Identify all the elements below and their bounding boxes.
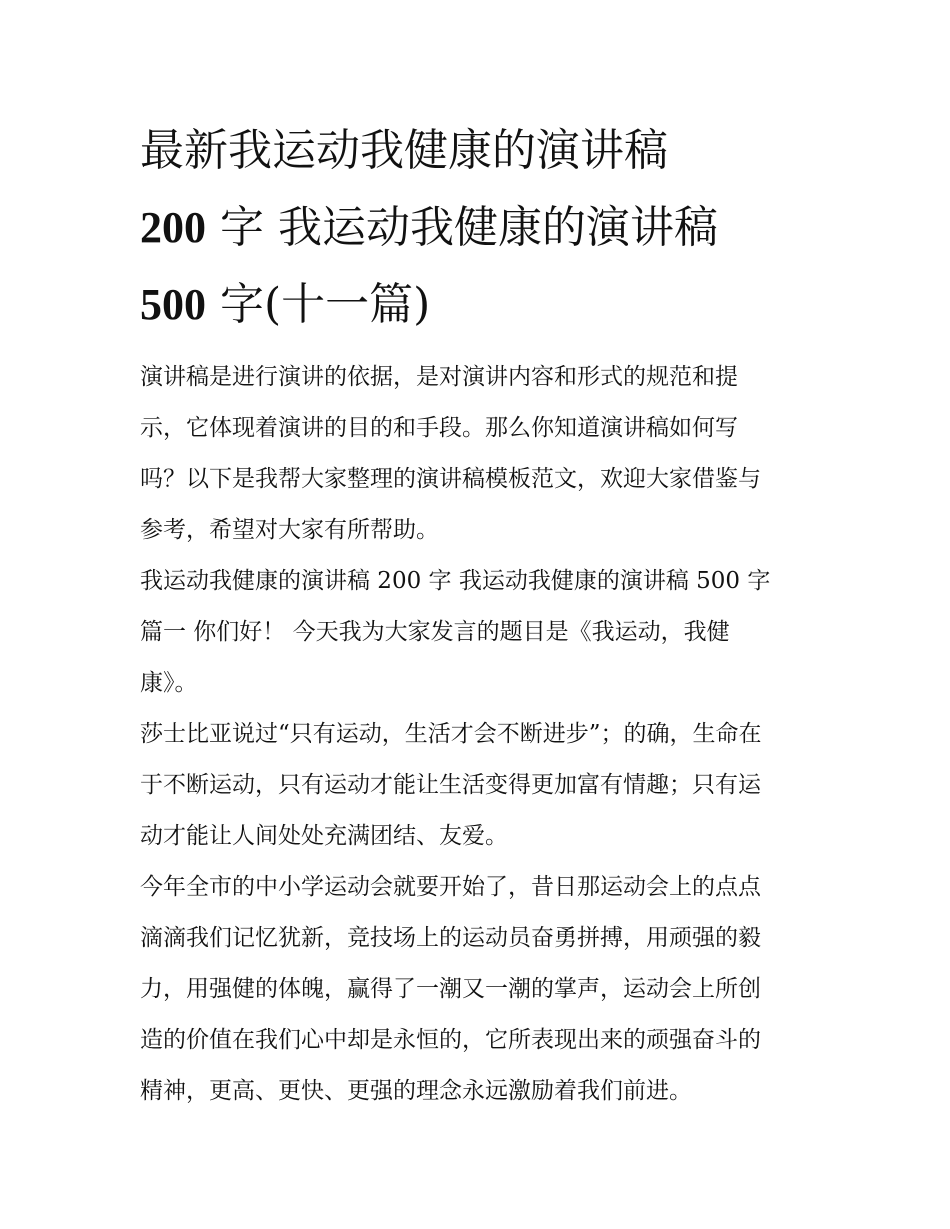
paragraph-line: 参考，希望对大家有所帮助。 bbox=[140, 517, 439, 543]
title-line-2-text: 字 我运动我健康的演讲稿 bbox=[220, 202, 718, 253]
paragraph-line: 滴滴我们记忆犹新，竞技场上的运动员奋勇拼搏，用顽强的毅 bbox=[140, 925, 761, 951]
paragraph-intro bbox=[140, 352, 820, 556]
paragraph-line: 示，它体现着演讲的目的和手段。那么你知道演讲稿如何写 bbox=[140, 415, 738, 441]
paragraph-line: 康》。 bbox=[140, 670, 198, 696]
title-number-200: 200 bbox=[140, 203, 206, 252]
document-content bbox=[140, 112, 820, 1117]
paragraph-line: 造的价值在我们心中却是永恒的，它所表现出来的顽强奋斗的 bbox=[140, 1027, 761, 1053]
title-line-2 bbox=[140, 189, 820, 266]
document-title bbox=[140, 112, 820, 343]
paragraph-line: 篇一 你们好！ 今天我为大家发言的题目是《我运动，我健 bbox=[140, 619, 730, 645]
paragraph-line: 于不断运动，只有运动才能让生活变得更加富有情趣；只有运 bbox=[140, 772, 761, 798]
paragraph-line: 力，用强健的体魄，赢得了一潮又一潮的掌声，运动会上所创 bbox=[140, 976, 761, 1002]
paragraph-sports-meet bbox=[140, 862, 820, 1117]
paragraph-line: 莎士比亚说过“只有运动，生活才会不断进步”；的确，生命在 bbox=[140, 721, 762, 747]
paragraph-section-heading bbox=[140, 556, 820, 709]
title-line-3-text: 字(十一篇) bbox=[220, 279, 431, 330]
paragraph-line: 精神，更高、更快、更强的理念永远激励着我们前进。 bbox=[140, 1078, 692, 1104]
paragraph-line: 今年全市的中小学运动会就要开始了，昔日那运动会上的点点 bbox=[140, 874, 761, 900]
title-line-1: 最新我运动我健康的演讲稿 bbox=[140, 125, 668, 176]
title-line-3 bbox=[140, 266, 820, 343]
paragraph-shakespeare bbox=[140, 709, 820, 862]
paragraph-line: 动才能让人间处处充满团结、友爱。 bbox=[140, 823, 508, 849]
paragraph-line: 演讲稿是进行演讲的依据，是对演讲内容和形式的规范和提 bbox=[140, 364, 738, 390]
paragraph-line: 我运动我健康的演讲稿 200 字 我运动我健康的演讲稿 500 字 bbox=[140, 568, 771, 594]
title-number-500: 500 bbox=[140, 280, 206, 329]
paragraph-line: 吗？以下是我帮大家整理的演讲稿模板范文，欢迎大家借鉴与 bbox=[140, 466, 761, 492]
